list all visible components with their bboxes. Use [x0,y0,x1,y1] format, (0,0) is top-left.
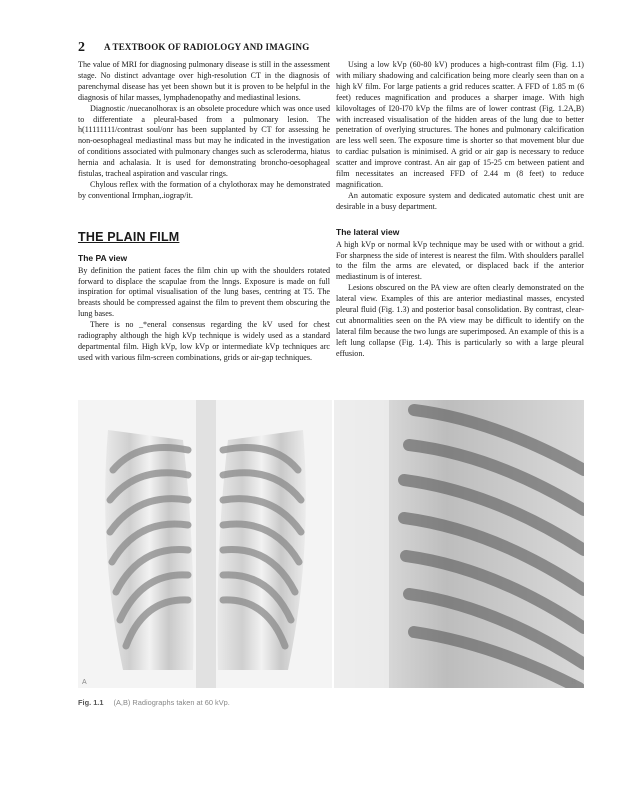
left-column [78,60,330,364]
paragraph: Diagnostic /nuecanolhorax is an obsolete procedure which was once used to differentiate a pleural-based from a pulmonary lesion. The h(11111111/contrast soul/onr has been supplanted by CT for assessing he non-oesophageal mediastinal mass but may he indicated in the investigation of conditions associated with pulmonary changes such as scleroderma, hiatus hernia and achalasia. It is used for demonstrating broncho-oesophageal fistulas, tracheal aspiration and vascular rings. [78,103,330,179]
paragraph: A high kVp or normal kVp technique may be used with or without a grid. For sharpness the side of interest is nearest the film. With shoulders parallel to the film the arms are elevated, or displaced back if the anterior mediastinum is of interest. [336,239,584,282]
figure-caption-text: (A,B) Radiographs taken at 60 kVp. [113,698,230,707]
paragraph: Lesions obscured on the PA view are often clearly demonstrated on the lateral view. Examples of this are anterior mediastinal masses, encysted pleural fluid (Fig. 1.3) and posterior basal consolidation. By contrast, clear-cut abnormalities seen on the PA view may be difficult to identify on the lateral film because the two lungs are superimposed. An example of this is a left lung collapse (Fig. 1.4). This is particularly so with a large pleural effusion. [336,283,584,358]
running-head: A TEXTBOOK OF RADIOLOGY AND IMAGING [104,42,310,52]
subheading-pa-view: The PA view [78,252,128,263]
subheading-lateral-view: The lateral view [336,226,400,237]
radiograph-panel-a [78,400,332,688]
figure-number: Fig. 1.1 [78,698,104,707]
paragraph: By definition the patient faces the film chin up with the shoulders rotated forward to displace the scapulae from the lnngs. Exposure is made on full inspiration for optimal visualisation of the lung bases, centring at T5. The breasts should be compressed against the film to prevent them obscuring the lung bases. [78,265,330,319]
paragraph: The value of MRI for diagnosing pulmonary disease is still in the assessment stage. No distinct advantage over high-resolution CT in the diagnosis of parenchymal disease has yet been shown but it is proven to be helpful in the diagnosis of hilar masses, lymphadenopathy and mediastinal lesions. [78,60,330,102]
radiograph-panel-b [334,400,584,688]
paragraph: There is no _*eneral consensus regarding the kV used for chest radiography although the high kVp technique is widely used as a standard departmental film. High kVp, low kVp or intermediate kVp techniques arc used with various film-screen combinations, grids or air-gap techniques. [78,320,330,362]
figure-caption [78,698,230,707]
paragraph: An automatic exposure system and dedicated automatic chest unit are desirable in a busy department. [336,190,584,211]
panel-label-b: B [571,679,576,686]
panel-label-a: A [82,679,87,686]
paragraph: Chylous reflex with the formation of a chylothorax may he demonstrated by conventional Irmphan,.iograp/it. [78,179,330,200]
right-column [336,60,584,360]
figure-radiographs [78,400,584,688]
page-number: 2 [78,40,85,55]
paragraph: Using a low kVp (60-80 kV) produces a high-contrast film (Fig. 1.1) with miliary shadowing and calcification being more clearly seen than on a high kV film. For large patients a grid reduces scatter. A FFD of 1.85 m (6 feet) reduces magnification and produces a sharper image. With high kilovoltages of I20-I70 kVp the films are of lower contrast (Fig. 1.2A,B) with increased visualisation of the hidden areas of the lung due to better penetration of overlying structures. The hones and pulmonary calcification are less well seen. The exposure time is shorter so that movement blur due to cardiac pulsation is minimised. A grid or air gap is necessary to reduce scatter and improve contrast. An air gap of 15-25 cm between patient and film necessitates an increased FFD of 2.44 m (8 feet) to reduce magnification. [336,60,584,189]
section-heading: THE PLAIN FILM [78,229,180,244]
